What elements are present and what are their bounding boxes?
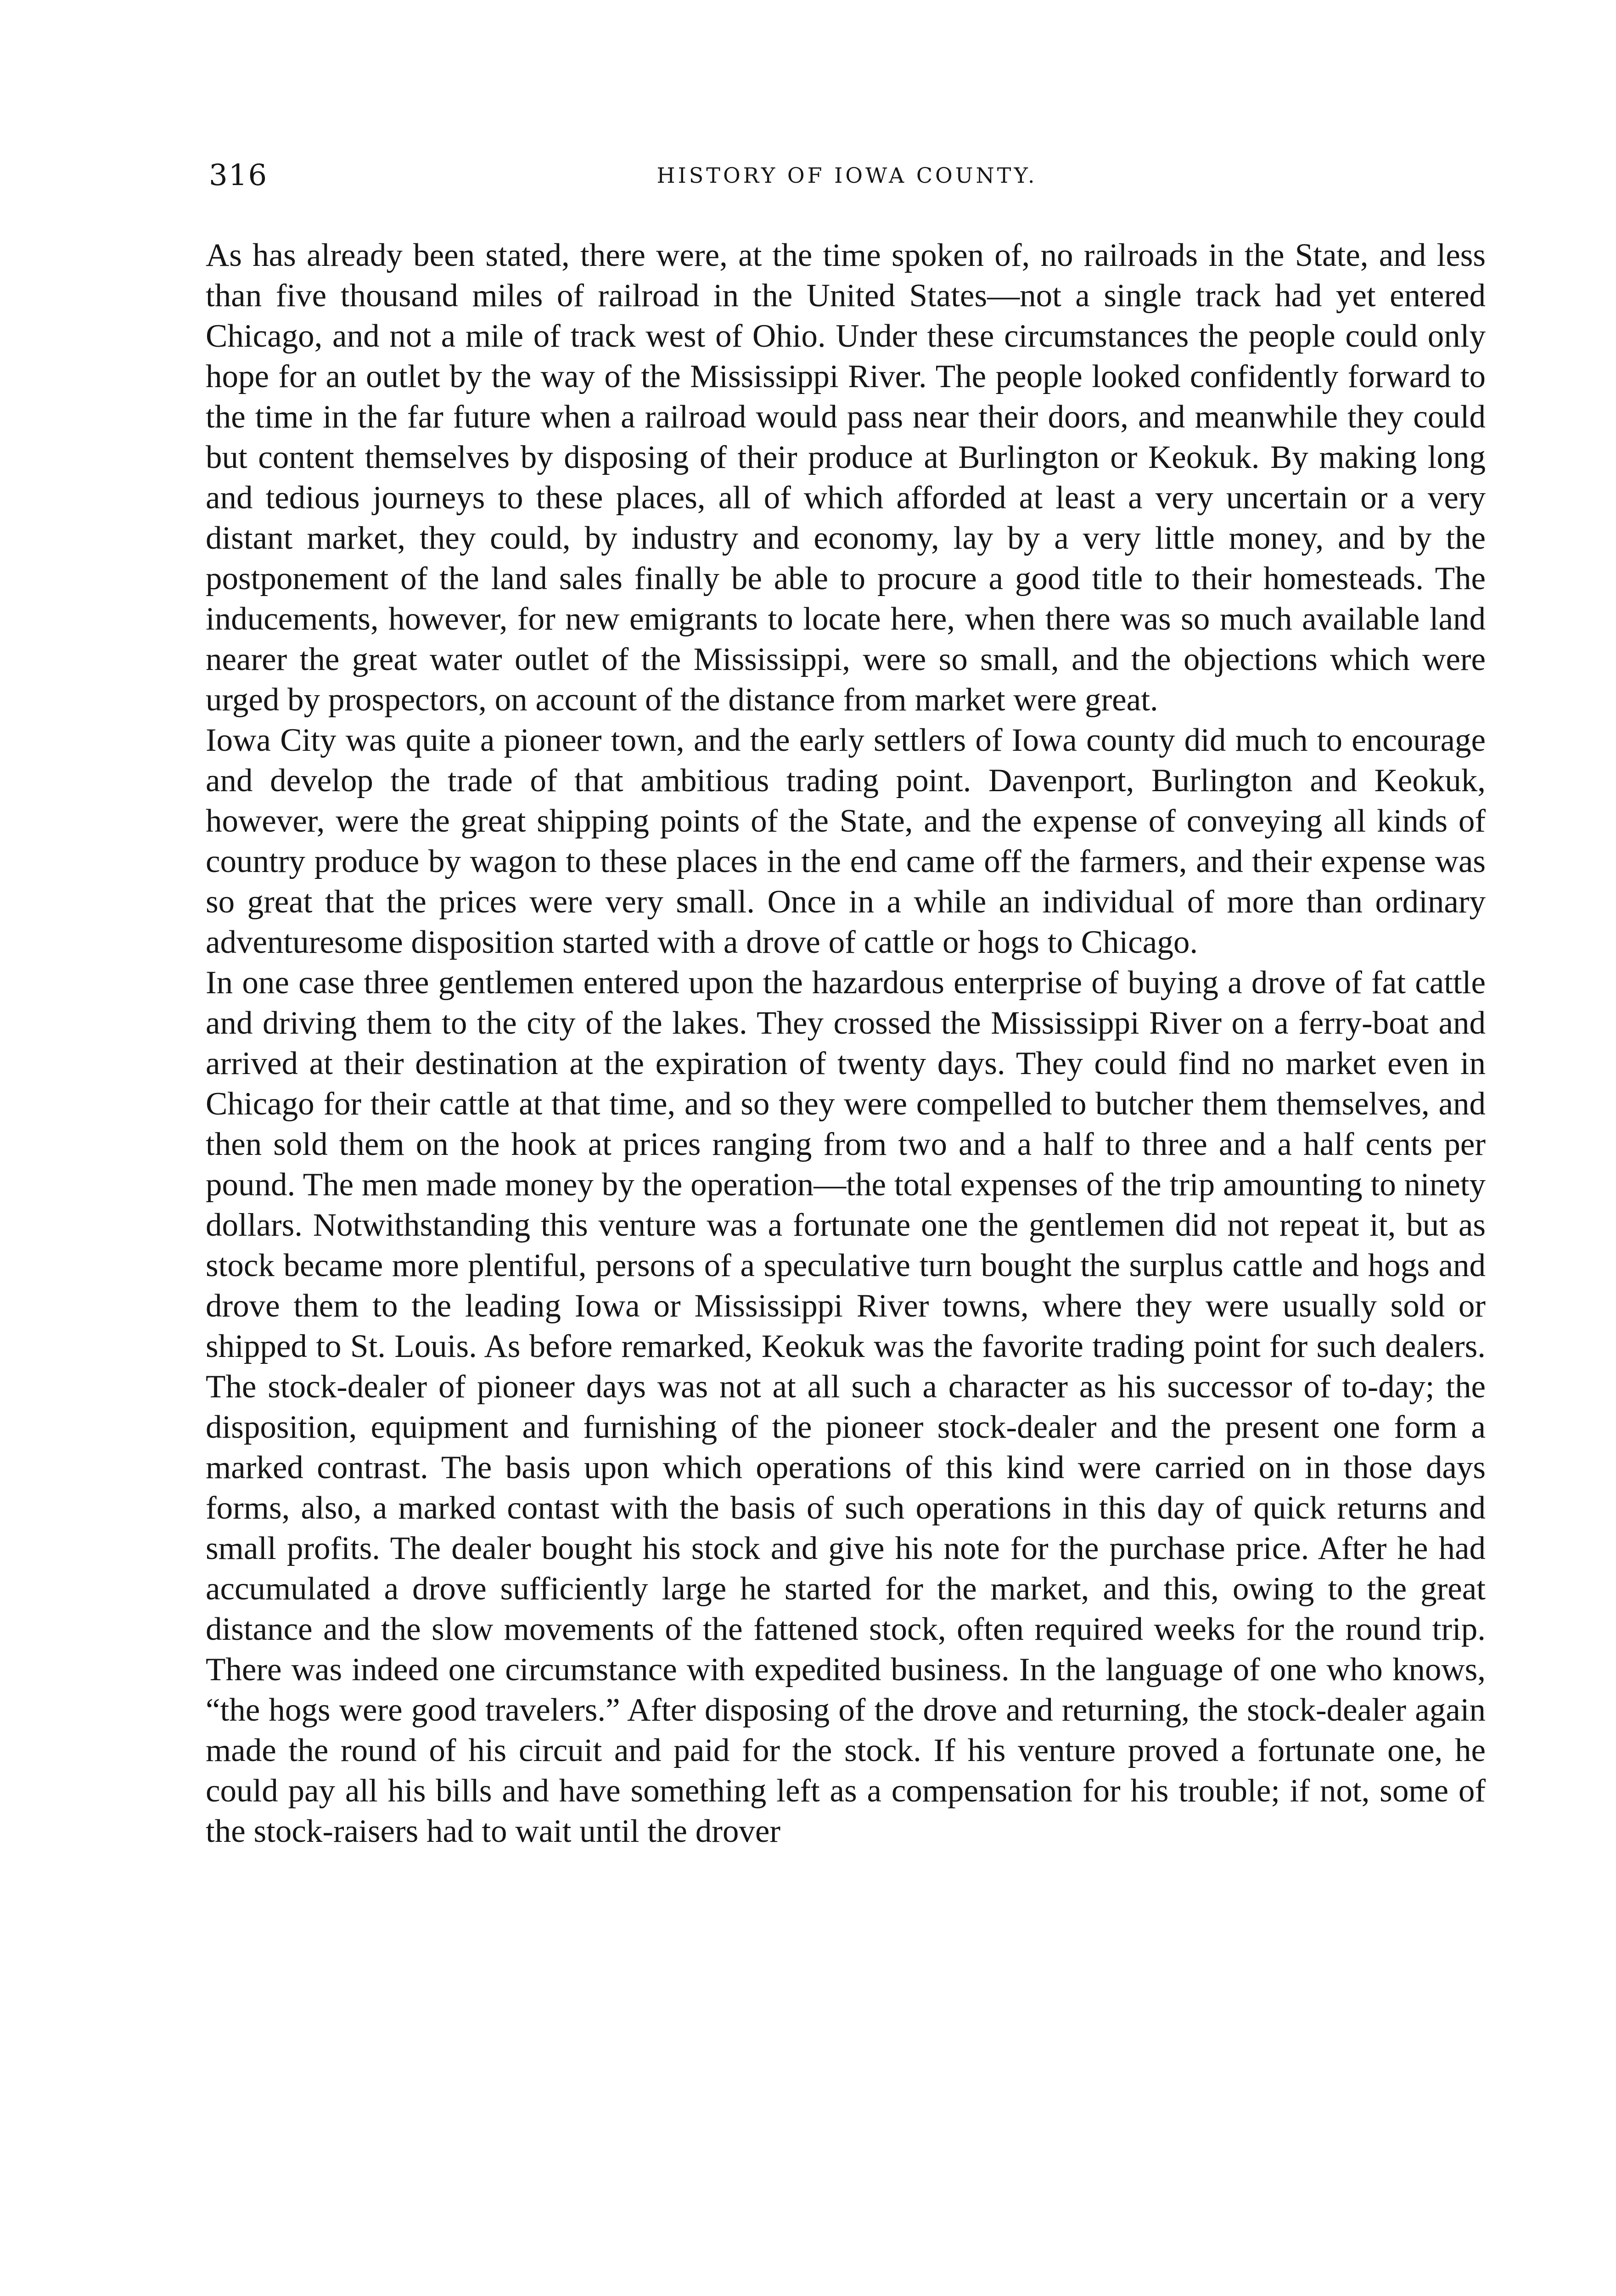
body-text <box>206 235 1486 1851</box>
paragraph-iowa-city: Iowa City was quite a pioneer town, and the early settlers of Iowa county did much to encourage and develop the trade of that ambitious trading point. Davenport, Burlington and Keokuk, however, were the great shipping points of the State, and the expense of conveying all kinds of country produce by wagon to these places in the end came off the farmers, and their expense was so great that the prices were very small. Once in a while an individual of more than ordinary adventuresome disposition started with a drove of cattle or hogs to Chicago. <box>206 722 1486 960</box>
paragraph-railroads: As has already been stated, there were, at the time spoken of, no railroads in the State, and less than five thousand miles of railroad in the United States—not a single track had yet entered Chicago, and not a mile of track west of Ohio. Under these circumstances the people could only hope for an outlet by the way of the Mississippi River. The people looked confidently forward to the time in the far future when a railroad would pass near their doors, and meanwhile they could but content themselves by disposing of their produce at Burlington or Keokuk. By making long and tedious journeys to these places, all of which afforded at least a very uncertain or a very distant market, they could, by industry and economy, lay by a very little money, and by the postponement of the land sales finally be able to procure a good title to their homesteads. The inducements, however, for new emigrants to locate here, when there was so much available land nearer the great water outlet of the Mississippi, were so small, and the objections which were urged by prospectors, on account of the distance from market were great. <box>206 237 1486 718</box>
running-head: HISTORY OF IOWA COUNTY. <box>656 163 1038 188</box>
page-number: 316 <box>209 158 268 192</box>
page-header <box>209 157 1485 194</box>
paragraph-cattle-drive: In one case three gentlemen entered upon the hazardous enterprise of buying a drove of fat cattle and driving them to the city of the lakes. They crossed the Mississippi River on a ferry-boat and arrived at their destination at the expiration of twenty days. They could find no market even in Chicago for their cattle at that time, and so they were compelled to butcher them themselves, and then sold them on the hook at prices ranging from two and a half to three and a half cents per pound. The men made money by the operation—the total expenses of the trip amounting to ninety dollars. Notwithstanding this venture was a fortunate one the gentlemen did not repeat it, but as stock became more plentiful, persons of a speculative turn bought the surplus cattle and hogs and drove them to the leading Iowa or Mississippi River towns, where they were usually sold or shipped to St. Louis. As before remarked, Keokuk was the favorite trading point for such dealers. The stock-dealer of pioneer days was not at all such a character as his successor of to-day; the disposition, equipment and furnishing of the pioneer stock-dealer and the present one form a marked contrast. The basis upon which operations of this kind were carried on in those days forms, also, a marked contast with the basis of such operations in this day of quick returns and small profits. The dealer bought his stock and give his note for the purchase price. After he had accumulated a drove sufficiently large he started for the market, and this, owing to the great distance and the slow movements of the fattened stock, often required weeks for the round trip. There was indeed one circumstance with expedited business. In the language of one who knows, “the hogs were good travelers.” After disposing of the drove and returning, the stock-dealer again made the round of his circuit and paid for the stock. If his venture proved a fortunate one, he could pay all his bills and have something left as a compensation for his trouble; if not, some of the stock-raisers had to wait until the drover <box>206 965 1486 1849</box>
